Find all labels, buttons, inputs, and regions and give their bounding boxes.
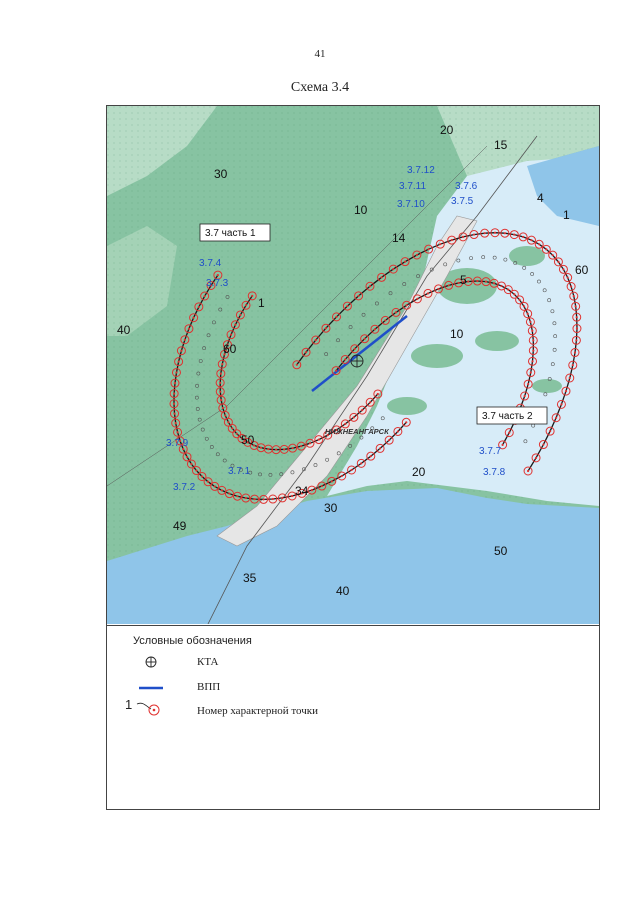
scheme-title: Схема 3.4: [290, 80, 350, 95]
characteristic-point-center: [388, 439, 390, 441]
characteristic-point-center: [220, 373, 222, 375]
characteristic-point-center: [380, 276, 382, 278]
characteristic-point-center: [427, 292, 429, 294]
characteristic-point-center: [576, 327, 578, 329]
characteristic-point-center: [281, 497, 283, 499]
characteristic-point-center: [195, 469, 197, 471]
map-canvas: [107, 106, 599, 624]
characteristic-point-center: [406, 304, 408, 306]
callout-label-1: 3.7 часть 1: [205, 228, 256, 239]
characteristic-point-center: [416, 254, 418, 256]
characteristic-point-center: [364, 338, 366, 340]
section-label-12: 3.7.8: [483, 467, 506, 478]
characteristic-point-center: [575, 339, 577, 341]
point-number-4: 10: [354, 203, 368, 217]
kta-icon: [143, 654, 159, 670]
characteristic-point-center: [174, 382, 176, 384]
characteristic-point-center: [291, 447, 293, 449]
legend: [107, 625, 599, 810]
point-number-2: 15: [494, 138, 508, 152]
characteristic-point-center: [176, 431, 178, 433]
section-label-8: 3.7.6: [455, 181, 478, 192]
characteristic-point-center: [188, 328, 190, 330]
characteristic-point-center: [315, 339, 317, 341]
characteristic-point-center: [260, 447, 262, 449]
characteristic-point-center: [467, 280, 469, 282]
characteristic-point-center: [344, 358, 346, 360]
characteristic-point-center: [201, 475, 203, 477]
characteristic-point-center: [530, 239, 532, 241]
characteristic-point-center: [437, 288, 439, 290]
characteristic-point-center: [217, 274, 219, 276]
point-number-13: 10: [450, 327, 464, 341]
characteristic-point-center: [405, 421, 407, 423]
characteristic-point-center: [529, 321, 531, 323]
section-label-4: 3.7.1: [228, 466, 251, 477]
point-number-7: 1: [563, 208, 570, 222]
section-label-11: 3.7.7: [479, 446, 502, 457]
characteristic-point-center: [192, 317, 194, 319]
characteristic-point-center: [473, 233, 475, 235]
point-number-10: 1: [258, 296, 265, 310]
characteristic-point-center: [221, 363, 223, 365]
characteristic-point-center: [360, 462, 362, 464]
characteristic-point-center: [219, 391, 221, 393]
characteristic-point-center: [545, 248, 547, 250]
point-number-18: 30: [324, 501, 338, 515]
characteristic-point-center: [451, 239, 453, 241]
point-number-3: 30: [214, 167, 228, 181]
characteristic-point-center: [379, 447, 381, 449]
characteristic-point-center: [518, 299, 520, 301]
characteristic-point-center: [570, 285, 572, 287]
characteristic-point-center: [395, 311, 397, 313]
characteristic-point-center: [557, 261, 559, 263]
characteristic-point-center: [549, 430, 551, 432]
characteristic-point-center: [535, 457, 537, 459]
characteristic-point-center: [542, 443, 544, 445]
characteristic-point-center: [565, 390, 567, 392]
characteristic-point-center: [331, 480, 333, 482]
kta-icon: [351, 355, 363, 367]
characteristic-point-center: [234, 324, 236, 326]
characteristic-point-center: [305, 351, 307, 353]
page-number: 41: [314, 48, 326, 60]
characteristic-point-center: [341, 475, 343, 477]
characteristic-point-center: [361, 409, 363, 411]
characteristic-point-center: [572, 364, 574, 366]
characteristic-point-center: [357, 295, 359, 297]
characteristic-point-center: [350, 469, 352, 471]
characteristic-point-center: [173, 403, 175, 405]
characteristic-point-center: [485, 281, 487, 283]
characteristic-point-center: [476, 280, 478, 282]
characteristic-point-center: [494, 232, 496, 234]
characteristic-point-center: [493, 282, 495, 284]
characteristic-point-center: [575, 305, 577, 307]
characteristic-point-center: [245, 497, 247, 499]
characteristic-point-center: [538, 243, 540, 245]
characteristic-point-center: [501, 444, 503, 446]
characteristic-point-center: [239, 314, 241, 316]
characteristic-point-center: [448, 284, 450, 286]
point-number-20: 35: [243, 571, 257, 585]
point-number-19: 50: [494, 544, 508, 558]
section-label-6: 3.7.12: [407, 165, 435, 176]
characteristic-point-center: [300, 445, 302, 447]
characteristic-point-center: [574, 351, 576, 353]
characteristic-point-center: [552, 254, 554, 256]
section-label-3: 3.7.9: [166, 438, 189, 449]
characteristic-point-center: [173, 413, 175, 415]
characteristic-point-center: [236, 495, 238, 497]
characteristic-point-center: [228, 493, 230, 495]
characteristic-point-center: [214, 485, 216, 487]
point-number-17: 34: [295, 484, 309, 498]
characteristic-point-center: [227, 421, 229, 423]
characteristic-point-center: [523, 305, 525, 307]
characteristic-point-center: [220, 399, 222, 401]
characteristic-point-center: [524, 395, 526, 397]
point-number-8: 5: [460, 273, 467, 287]
point-number-16: 20: [412, 465, 426, 479]
characteristic-point-center: [573, 295, 575, 297]
characteristic-point-center: [532, 339, 534, 341]
characteristic-point-center: [567, 276, 569, 278]
legend-label-runway: ВПП: [197, 681, 221, 693]
characteristic-point-center: [275, 449, 277, 451]
characteristic-point-center: [513, 234, 515, 236]
characteristic-point-center: [531, 330, 533, 332]
characteristic-point-center: [283, 448, 285, 450]
characteristic-point-center: [318, 438, 320, 440]
characteristic-point-center: [522, 236, 524, 238]
characteristic-point-center: [267, 448, 269, 450]
characteristic-point-center: [508, 432, 510, 434]
section-label-9: 3.7.10: [397, 199, 425, 210]
characteristic-point-center: [325, 327, 327, 329]
map-area: [107, 106, 599, 624]
characteristic-point-center: [175, 371, 177, 373]
characteristic-point-center: [222, 407, 224, 409]
characteristic-point-center: [370, 455, 372, 457]
characteristic-point-center: [560, 403, 562, 405]
characteristic-point-center: [439, 243, 441, 245]
characteristic-point-center: [555, 417, 557, 419]
callout-label-2: 3.7 часть 2: [482, 411, 533, 422]
point-number-6: 4: [537, 191, 544, 205]
characteristic-point-center: [576, 316, 578, 318]
characteristic-point-center: [527, 470, 529, 472]
characteristic-point-center: [335, 369, 337, 371]
characteristic-point-center: [335, 316, 337, 318]
legend-point-number: 1: [125, 697, 133, 712]
point-number-21: 40: [336, 584, 350, 598]
characteristic-point-center: [344, 423, 346, 425]
legend-label-kta: КТА: [197, 656, 219, 668]
characteristic-point-center: [416, 298, 418, 300]
town-label: НИЖНЕАНГАРСК: [325, 427, 389, 436]
point-number-9: 60: [575, 263, 589, 277]
characteristic-point-center: [527, 313, 529, 315]
characteristic-point-center: [374, 328, 376, 330]
characteristic-point-center: [224, 414, 226, 416]
characteristic-point-center: [462, 236, 464, 238]
characteristic-point-center: [251, 295, 253, 297]
section-label-10: 3.7.5: [451, 196, 474, 207]
characteristic-point-center: [291, 495, 293, 497]
characteristic-point-center: [321, 485, 323, 487]
characteristic-point-center: [296, 364, 298, 366]
characteristic-point-center: [404, 261, 406, 263]
section-label-2: 3.7.3: [206, 278, 229, 289]
characteristic-point-center: [219, 382, 221, 384]
characteristic-point-center: [190, 463, 192, 465]
characteristic-point-center: [236, 433, 238, 435]
point-number-1: 20: [440, 123, 454, 137]
characteristic-point-center: [186, 456, 188, 458]
point-marker-icon: [133, 697, 163, 719]
characteristic-point-center: [500, 285, 502, 287]
characteristic-point-center: [384, 319, 386, 321]
characteristic-point-center: [231, 427, 233, 429]
characteristic-point-center: [392, 268, 394, 270]
characteristic-point-center: [184, 339, 186, 341]
point-number-15: 49: [173, 519, 187, 533]
section-label-5: 3.7.2: [173, 482, 196, 493]
characteristic-point-center: [346, 305, 348, 307]
characteristic-point-center: [397, 430, 399, 432]
characteristic-point-center: [207, 481, 209, 483]
characteristic-point-center: [484, 232, 486, 234]
characteristic-point-center: [513, 293, 515, 295]
characteristic-point-center: [221, 489, 223, 491]
legend-label-point: Номер характерной точки: [197, 705, 318, 717]
characteristic-point-center: [569, 377, 571, 379]
characteristic-point-center: [504, 232, 506, 234]
characteristic-point-center: [173, 392, 175, 394]
characteristic-point-center: [377, 393, 379, 395]
section-label-1: 3.7.4: [199, 258, 222, 269]
legend-title: Условные обозначения: [133, 635, 252, 647]
characteristic-point-center: [369, 401, 371, 403]
point-number-11: 40: [117, 323, 131, 337]
characteristic-point-center: [175, 422, 177, 424]
characteristic-point-center: [507, 289, 509, 291]
characteristic-point-center: [180, 350, 182, 352]
characteristic-point-center: [245, 304, 247, 306]
characteristic-point-center: [204, 295, 206, 297]
characteristic-point-center: [531, 360, 533, 362]
characteristic-point-center: [369, 285, 371, 287]
characteristic-point-center: [428, 248, 430, 250]
point-number-14: 50: [241, 433, 255, 447]
characteristic-point-center: [309, 442, 311, 444]
characteristic-point-center: [272, 498, 274, 500]
section-label-7: 3.7.11: [399, 181, 427, 192]
characteristic-point-center: [354, 348, 356, 350]
characteristic-point-center: [530, 371, 532, 373]
runway-line-icon: [139, 683, 163, 693]
characteristic-point-center: [230, 334, 232, 336]
characteristic-point-center: [532, 349, 534, 351]
point-number-12: 60: [223, 342, 237, 356]
characteristic-point-center: [311, 489, 313, 491]
characteristic-point-center: [353, 416, 355, 418]
characteristic-point-center: [562, 268, 564, 270]
point-number-5: 14: [392, 231, 406, 245]
characteristic-point-center: [198, 306, 200, 308]
characteristic-point-center: [178, 361, 180, 363]
characteristic-point-center: [253, 498, 255, 500]
characteristic-point-center: [527, 383, 529, 385]
characteristic-point-center: [262, 498, 264, 500]
